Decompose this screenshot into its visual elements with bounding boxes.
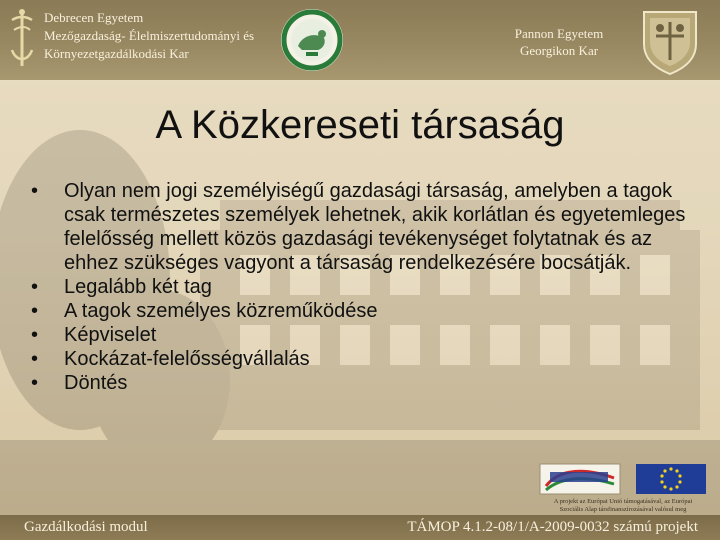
bullet-marker: • [31, 276, 39, 298]
bullet-text: A tagok személyes közreműködése [64, 300, 378, 322]
header-left-line: Mezőgazdaság- Élelmiszertudományi és [44, 28, 255, 43]
bullet-item [31, 323, 701, 347]
footer-project-id: TÁMOP 4.1.2-08/1/A-2009-0032 számú projekt [407, 519, 698, 535]
header-right-institution [500, 25, 618, 59]
header-right-line: Georgikon Kar [519, 43, 599, 58]
debrecen-university-logo-icon [6, 6, 38, 70]
bullet-marker: • [31, 180, 39, 202]
bullet-text: Legalább két tag [64, 276, 212, 298]
bullet-marker: • [31, 348, 39, 370]
bullet-item [31, 347, 701, 371]
header-left-line: Debrecen Egyetem [44, 10, 144, 25]
slide-title: A Közkereseti társaság [155, 103, 565, 147]
bullet-item [31, 179, 701, 275]
bullet-text: Képviselet [64, 324, 157, 346]
eu-flag-icon [636, 464, 706, 494]
pannon-university-crest-icon [640, 6, 700, 76]
bullet-item [31, 299, 701, 323]
footer-module-name: Gazdálkodási modul [24, 519, 148, 535]
bullet-text: Kockázat-felelősségvállalás [64, 348, 310, 370]
header-left-institution [44, 9, 254, 63]
faculty-seal-logo-icon [280, 8, 344, 72]
bullet-text: Olyan nem jogi személyiségű gazdasági társaság, amelyben a tagok csak természetes személyek lehetnek, akik korlátlan és egyetemleges felelősség mellett közös gazdasági tevékenységet folytatnak és az ehhez szükséges vagyont a társaság rendelkezésére bocsátják. [64, 180, 686, 274]
eu-funding-caption [530, 498, 716, 514]
bullet-text: Döntés [64, 372, 128, 394]
eu-caption-line: Szociális Alap társfinanszírozásával valósul meg [559, 506, 687, 513]
uj-magyarorszag-logo-icon [540, 464, 620, 494]
header-right-line: Pannon Egyetem [514, 26, 604, 41]
bullet-marker: • [31, 372, 39, 394]
bullet-marker: • [31, 324, 39, 346]
bullet-list [31, 179, 701, 395]
bullet-item [31, 371, 701, 395]
bullet-marker: • [31, 300, 39, 322]
eu-caption-line: A projekt az Európai Unió támogatásával, az Európai [553, 498, 693, 505]
footer-band [0, 515, 720, 540]
bullet-item [31, 275, 701, 299]
header-left-line: Környezetgazdálkodási Kar [44, 46, 189, 61]
header-band [0, 0, 720, 80]
